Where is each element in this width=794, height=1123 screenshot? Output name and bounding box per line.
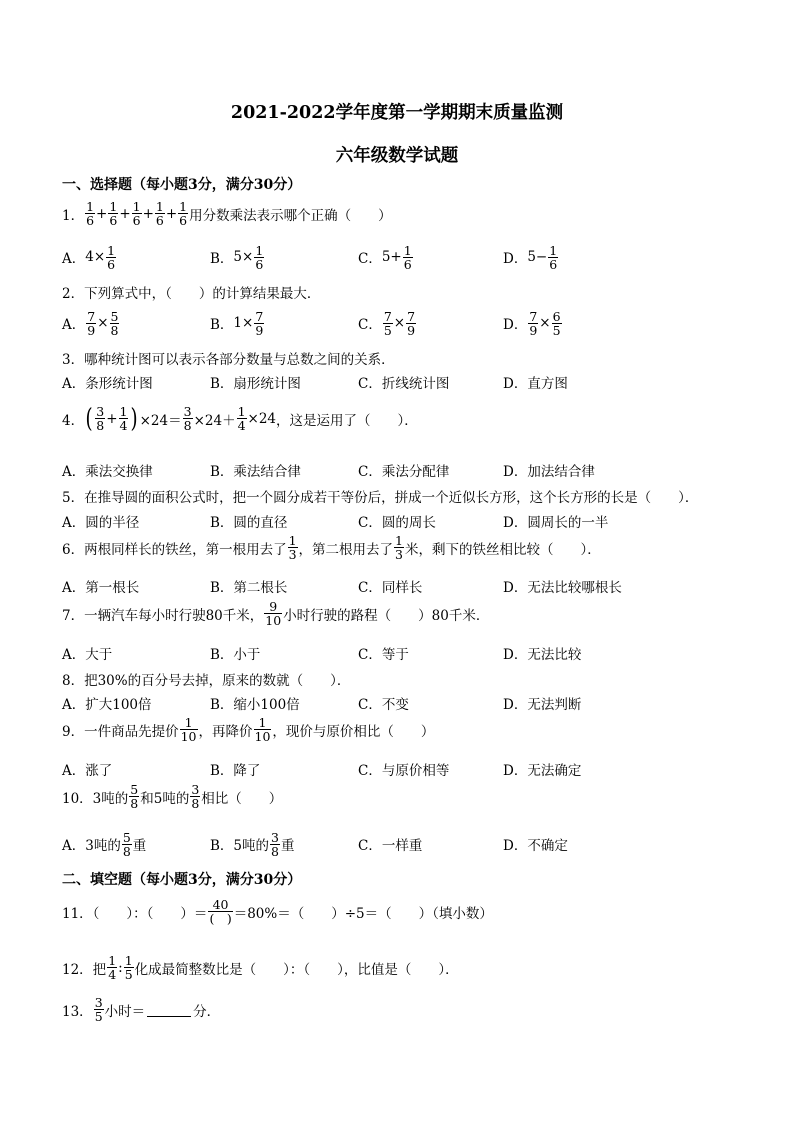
q4-number: 4． (62, 412, 85, 429)
q6-options (62, 571, 702, 601)
q9-option-b[interactable]: B．降了 (210, 763, 261, 779)
q7-option-b[interactable]: B．小于 (210, 647, 261, 663)
q1-fraction-1: $\frac{1}{6}$ (86, 199, 95, 228)
q4-option-d[interactable]: D．加法结合律 (503, 464, 595, 480)
q10-options (62, 829, 702, 859)
question-7: 7．一辆汽车每小时行驶80千米， $\frac{9}{10}$ 小时行驶的路程（ ）80千米． (62, 599, 490, 628)
q10-fraction-1: $\frac{5}{8}$ (130, 782, 139, 811)
q6-option-b[interactable]: B．第二根长 (210, 580, 288, 596)
q9-option-c[interactable]: C．与原价相等 (358, 763, 450, 779)
exam-title: 2021-2022学年度第一学期期末质量监测 (230, 103, 564, 123)
q3-option-b[interactable]: B．扇形统计图 (210, 376, 301, 392)
q4-options (62, 455, 702, 485)
q9-option-d[interactable]: D．无法确定 (503, 763, 582, 779)
q8-option-b[interactable]: B．缩小100倍 (210, 697, 300, 713)
q8-options (62, 688, 702, 718)
q5-option-d[interactable]: D．圆周长的一半 (503, 515, 609, 531)
q2-option-b[interactable]: B． 1× $\frac{7}{9}$ (210, 308, 264, 338)
q4-option-c[interactable]: C．乘法分配律 (358, 464, 450, 480)
q7-fraction: $\frac{9}{10}$ (265, 599, 282, 628)
q4-option-a[interactable]: A．乘法交换律 (62, 464, 153, 480)
q1-option-b[interactable]: B． 5× $\frac{1}{6}$ (210, 242, 264, 272)
q9-fraction-1: $\frac{1}{10}$ (180, 715, 197, 744)
question-9: 9．一件商品先提价 $\frac{1}{10}$ ，再降价 $\frac{1}{10}$ ，现价与原价相比（ ） (62, 715, 435, 744)
q1-number: 1． (62, 207, 85, 224)
q7-option-c[interactable]: C．等于 (358, 647, 409, 663)
q1-option-d[interactable]: D． 5− $\frac{1}{6}$ (503, 242, 558, 272)
q5-option-b[interactable]: B．圆的直径 (210, 515, 288, 531)
q4-open-paren: ( (85, 403, 93, 434)
q4-fraction-4: $\frac{1}{4}$ (237, 404, 246, 433)
q8-option-d[interactable]: D．无法判断 (503, 697, 582, 713)
q7-option-d[interactable]: D．无法比较 (503, 647, 582, 663)
q7-option-a[interactable]: A．大于 (62, 647, 113, 663)
q1-fraction-4: $\frac{1}{6}$ (155, 199, 164, 228)
q1-options (62, 242, 702, 272)
question-6: 6．两根同样长的铁丝，第一根用去了 $\frac{1}{3}$ ，第二根用去了 $\frac{1}{3}$ 米，剩下的铁丝相比较（ ）． (62, 533, 601, 562)
q4-times: ×24 (247, 410, 277, 427)
q1-option-c[interactable]: C． 5+ $\frac{1}{6}$ (358, 242, 412, 272)
question-4: 4． ( $\frac{3}{8}$ + $\frac{1}{4}$ ) ×24＝ $\frac{3}{8}$ ×24＋ $\frac{1}{4}$ ×24 ，这是运用了（ ）． (62, 403, 418, 434)
q9-fraction-2: $\frac{1}{10}$ (254, 715, 271, 744)
q5-option-c[interactable]: C．圆的周长 (358, 515, 436, 531)
q1-fraction-5: $\frac{1}{6}$ (179, 199, 188, 228)
q7-options (62, 638, 702, 668)
q4-close-paren: ) (130, 403, 139, 434)
q2-option-a[interactable]: A． $\frac{7}{9}$ × $\frac{5}{8}$ (62, 308, 119, 338)
q1-plus: + (96, 205, 108, 222)
q4-fraction-3: $\frac{3}{8}$ (183, 404, 192, 433)
q9-option-a[interactable]: A．涨了 (62, 763, 113, 779)
q6-fraction-2: $\frac{1}{3}$ (395, 533, 403, 562)
q4-option-b[interactable]: B．乘法结合律 (210, 464, 301, 480)
q2-option-d[interactable]: D． $\frac{7}{9}$ × $\frac{6}{5}$ (503, 308, 561, 338)
question-3: 3．哪种统计图可以表示各部分数量与总数之间的关系． (62, 352, 395, 368)
section-heading-fill: 二、填空题（每小题3分，满分30分） (62, 872, 302, 888)
question-8: 8．把30%的百分号去掉，原来的数就（ ）． (62, 673, 351, 689)
q10-option-a[interactable]: A．3吨的 $\frac{5}{8}$ 重 (62, 829, 147, 859)
q2-option-c[interactable]: C． $\frac{7}{5}$ × $\frac{7}{9}$ (358, 308, 416, 338)
q1-plus: + (119, 205, 131, 222)
q6-fraction-1: $\frac{1}{3}$ (288, 533, 297, 562)
question-1 (62, 200, 392, 227)
q1-plus: + (142, 205, 154, 222)
q3-option-d[interactable]: D．直方图 (503, 376, 568, 392)
q10-fraction-2: $\frac{3}{8}$ (191, 782, 200, 811)
q13-fraction: $\frac{3}{5}$ (94, 995, 103, 1024)
q12-fraction-2: $\frac{1}{5}$ (124, 953, 133, 982)
q10-option-c[interactable]: C．一样重 (358, 838, 423, 854)
question-12: 12．把 $\frac{1}{4}$ : $\frac{1}{5}$ 化成最简整数比是（ ）：（ ），比值是（ ）． (62, 953, 459, 982)
q6-option-c[interactable]: C．同样长 (358, 580, 423, 596)
question-13: 13． $\frac{3}{5}$ 小时＝ 分． (62, 995, 221, 1024)
q8-option-a[interactable]: A．扩大100倍 (62, 697, 152, 713)
q4-fraction-1: $\frac{3}{8}$ (96, 404, 105, 433)
q3-options (62, 367, 702, 397)
q4-tail: ，这是运用了（ ）． (276, 412, 418, 429)
q6-option-a[interactable]: A．第一根长 (62, 580, 140, 596)
q8-option-c[interactable]: C．不变 (358, 697, 409, 713)
q3-option-a[interactable]: A．条形统计图 (62, 376, 153, 392)
question-11: 11．（ ）：（ ）＝ $\frac{40}{( )}$ ＝80%＝（ ）÷5＝（ ）（填小数） (62, 897, 493, 926)
q1-plus: + (165, 205, 178, 222)
q2-options (62, 308, 702, 338)
q5-option-a[interactable]: A．圆的半径 (62, 515, 140, 531)
q3-option-c[interactable]: C．折线统计图 (358, 376, 450, 392)
q1-option-a[interactable]: A． 4× $\frac{1}{6}$ (62, 242, 116, 272)
q4-fraction-2: $\frac{1}{4}$ (119, 404, 128, 433)
exam-subtitle: 六年级数学试题 (335, 146, 459, 166)
question-10: 10．3吨的 $\frac{5}{8}$ 和5吨的 $\frac{3}{8}$ 相比（ ） (62, 782, 283, 811)
question-5: 5．在推导圆的面积公式时，把一个圆分成若干等份后，拼成一个近似长方形，这个长方形的长是（ ）． (62, 490, 699, 506)
q1-fraction-3: $\frac{1}{6}$ (132, 199, 141, 228)
q4-times-plus: ×24＋ (193, 412, 236, 429)
q4-mid: ×24＝ (139, 412, 182, 429)
q9-options (62, 754, 702, 784)
question-2: 2．下列算式中，（ ）的计算结果最大． (62, 286, 321, 302)
q12-fraction-1: $\frac{1}{4}$ (108, 953, 117, 982)
q6-option-d[interactable]: D．无法比较哪根长 (503, 580, 622, 596)
q5-options (62, 506, 702, 536)
section-heading-choice: 一、选择题（每小题3分，满分30分） (62, 177, 302, 193)
q13-answer-blank[interactable] (147, 1003, 191, 1017)
q1-tail: 用分数乘法表示哪个正确（ ） (189, 207, 392, 224)
q10-option-b[interactable]: B．5吨的 $\frac{3}{8}$ 重 (210, 829, 295, 859)
q10-option-d[interactable]: D．不确定 (503, 838, 568, 854)
q11-fraction: $\frac{40}{( )}$ (209, 897, 232, 926)
q1-fraction-2: $\frac{1}{6}$ (109, 199, 118, 228)
